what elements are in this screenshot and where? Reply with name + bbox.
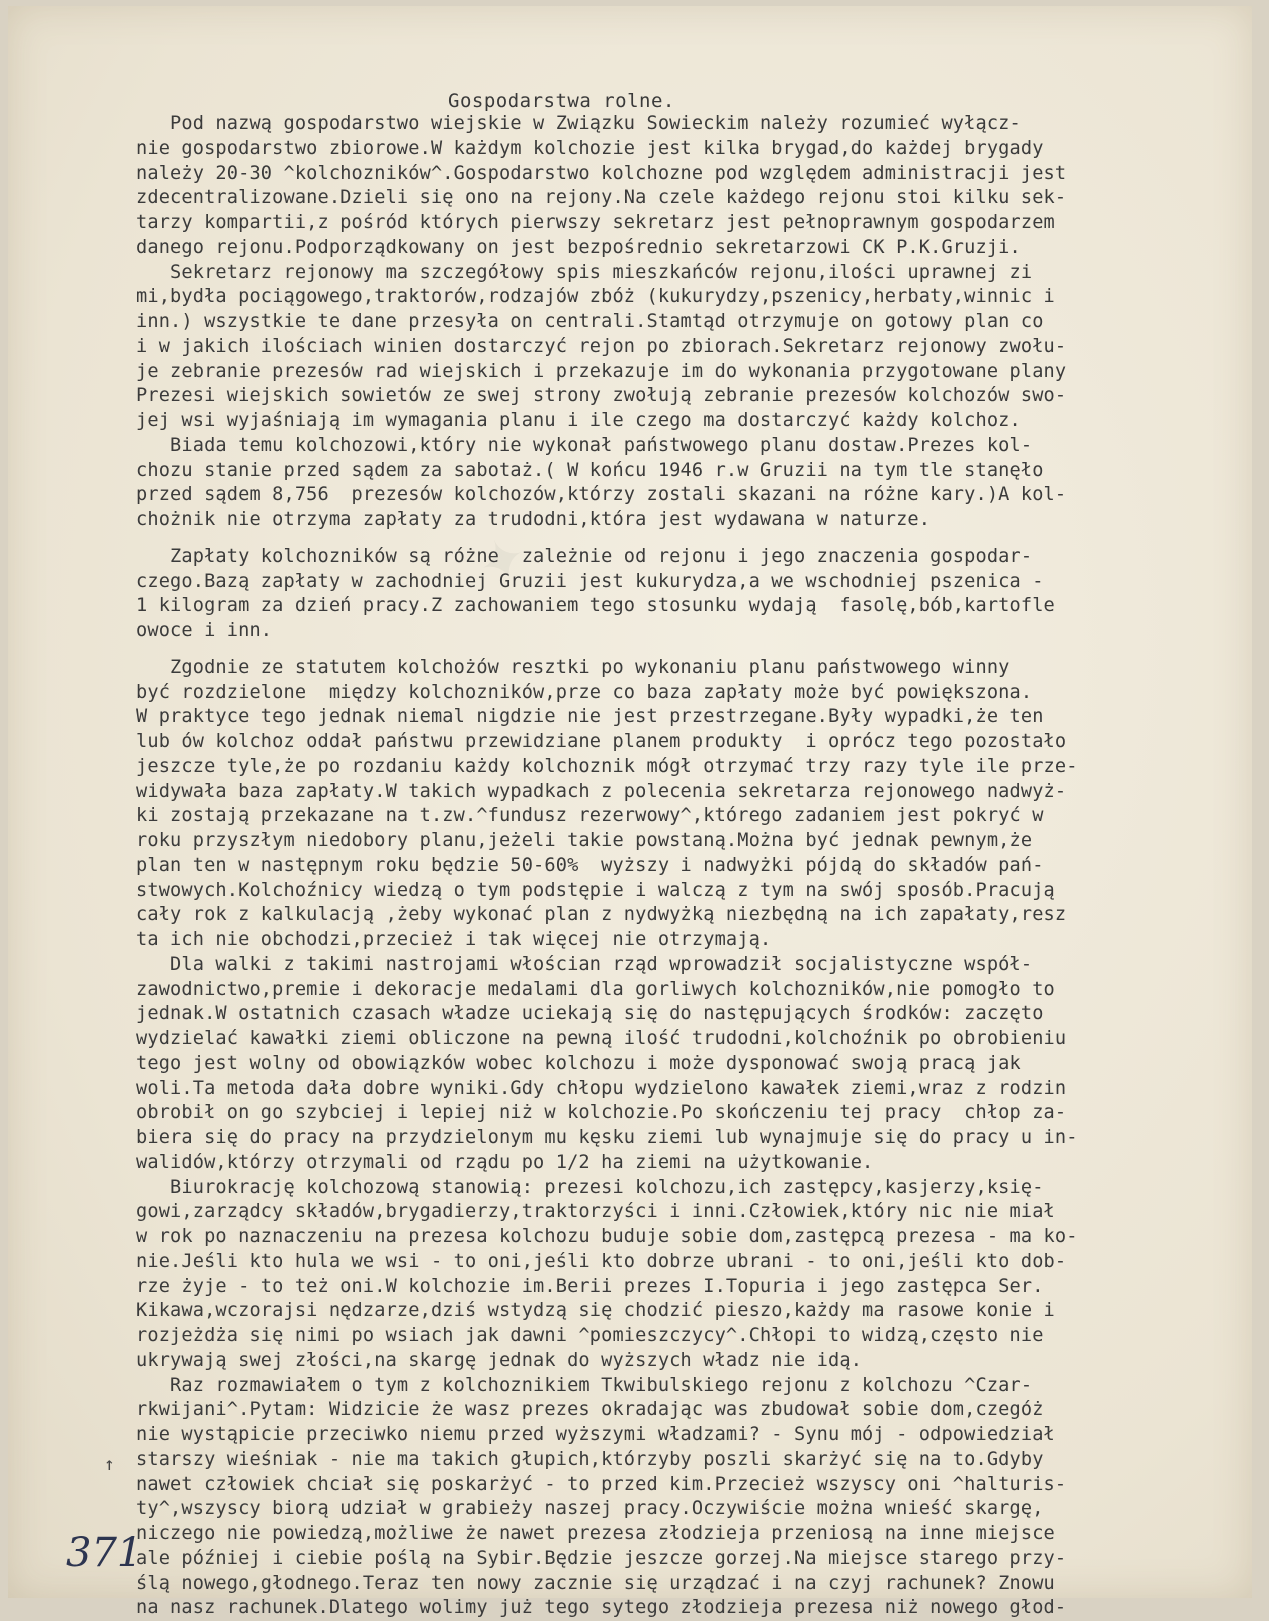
text-line: danego rejonu.Podporządkowany on jest bezpośrednio sekretarzowi CK P.K.Gruzji. xyxy=(136,236,1021,258)
text-line: Biurokrację kolchozową stanowią: prezesi kolchozu,ich zastępcy,kasjerzy,księ- xyxy=(136,1176,1044,1198)
text-line: woli.Ta metoda dała dobre wyniki.Gdy chłopu wydzielono kawałek ziemi,wraz z rodzin xyxy=(136,1077,1067,1099)
text-line: Prezesi wiejskich sowietów ze swej strony zwołują zebranie prezesów kolchozów swo- xyxy=(136,385,1067,407)
text-line: być rozdzielone między kolchozników,prze co baza zapłaty może być powiększona. xyxy=(136,681,1033,703)
text-line: ślą nowego,głodnego.Teraz ten nowy zacznie się urządzać i na czyj rachunek? Znowu xyxy=(136,1572,1055,1594)
text-line: Sekretarz rejonowy ma szczegółowy spis mieszkańców rejonu,ilości uprawnej zi xyxy=(136,261,1033,283)
text-line: czego.Bazą zapłaty w zachodniej Gruzii jest kukurydza,a we wschodniej pszenica - xyxy=(136,570,1044,592)
text-line: nie wystąpicie przeciwko niemu przed wyższymi władzami? - Synu mój - odpowiedział xyxy=(136,1424,1055,1445)
text-line: nawet człowiek chciał się poskarżyć - to przed kim.Przecież wszyscy oni ^halturis- xyxy=(136,1473,1067,1495)
text-line: przed sądem 8,756 prezesów kolchozów,którzy zostali skazani na różne kary.)A kol- xyxy=(136,484,1067,506)
text-line: Biada temu kolchozowi,który nie wykonał państwowego planu dostaw.Prezes kol- xyxy=(136,434,1033,456)
text-line: mi,bydła pociągowego,traktorów,rodzajów zbóż (kukurydzy,pszenicy,herbaty,winnic i xyxy=(136,286,1055,308)
text-line: jednak.W ostatnich czasach władze uciekają się do następujących środków: zaczęto xyxy=(136,1003,1044,1025)
text-line: walidów,którzy otrzymali od rządu po 1/2 ha ziemi na użytkowanie. xyxy=(136,1151,874,1173)
text-line: roku przyszłym niedobory planu,jeżeli takie powstaną.Można być jednak pewnym,że xyxy=(136,830,1033,851)
text-line: Raz rozmawiałem o tym z kolchoznikiem Tkwibulskiego rejonu z kolchozu ^Czar- xyxy=(136,1374,1033,1396)
text-line: cały rok z kalkulacją ,żeby wykonać plan z nydwyżką niezbędną na ich zapałaty,resz xyxy=(136,904,1067,926)
margin-mark: ↑ xyxy=(104,1454,115,1475)
text-line: nie gospodarstwo zbiorowe.W każdym kolchozie jest kilka brygad,do każdej brygady xyxy=(136,137,1044,159)
text-line: inn.) wszystkie te dane przesyła on centrali.Stamtąd otrzymuje on gotowy plan co xyxy=(136,311,1044,332)
text-line: rozjeżdża się nimi po wsiach jak dawni ^pomieszczycy^.Chłopi to widzą,często nie xyxy=(136,1325,1044,1346)
text-line: jej wsi wyjaśniają im wymagania planu i ile czego ma dostarczyć każdy kolchoz. xyxy=(136,410,1021,431)
text-line: jeszcze tyle,że po rozdaniu każdy kolchoznik mógł otrzymać trzy razy tyle ile prze- xyxy=(136,755,1078,777)
text-line: na nasz rachunek.Dlatego wolimy już tego sytego złodzieja prezesa niż nowego głod- xyxy=(136,1597,1067,1619)
text-line: rze żyje - to też oni.W kolchozie im.Berii prezes I.Topuria i jego zastępca Ser. xyxy=(136,1275,1044,1297)
text-line: tarzy kompartii,z pośród których pierwszy sekretarz jest pełnoprawnym gospodarzem xyxy=(136,212,1055,233)
text-line: należy 20-30 ^kolchozników^.Gospodarstwo kolchozne pod względem administracji jest xyxy=(136,162,1067,184)
text-line: starszy wieśniak - nie ma takich głupich,którzyby poszli skarżyć się na to.Gdyby xyxy=(136,1448,1044,1470)
text-line: ta ich nie obchodzi,przecież i tak więcej nie otrzymają. xyxy=(136,929,772,950)
text-line: ukrywają swej złości,na skargę jednak do wyższych władz nie idą. xyxy=(136,1349,863,1371)
text-line: ale później i ciebie poślą na Sybir.Będzie jeszcze gorzej.Na miejsce starego przy- xyxy=(136,1547,1067,1569)
faint-stamp-watermark: ✦ xyxy=(467,518,544,602)
paragraph-gap xyxy=(136,644,1236,656)
text-line: w rok po naznaczeniu na prezesa kolchozu buduje sobie dom,zastępcą prezesa - ma ko- xyxy=(136,1226,1078,1247)
text-line: niczego nie powiedzą,możliwe że nawet prezesa złodzieja przeniosą na inne miejsce xyxy=(136,1523,1055,1544)
text-line: owoce i inn. xyxy=(136,620,273,641)
paragraph xyxy=(136,656,1236,1621)
document-page xyxy=(8,6,1252,1619)
text-line: stwowych.Kolchoźnicy wiedzą o tym podstępie i walczą z tym na swój sposób.Pracują xyxy=(136,879,1055,901)
text-line: Zapłaty kolchozników są różne zależnie od rejonu i jego znaczenia gospodar- xyxy=(136,545,1033,567)
text-line: Pod nazwą gospodarstwo wiejskie w Związku Sowieckim należy rozumieć wyłącz- xyxy=(136,113,1021,134)
text-line: ty^,wszyscy biorą udział w grabieży naszej pracy.Oczywiście można wnieść skargę, xyxy=(136,1498,1044,1520)
document-title: Gospodarstwa rolne. xyxy=(448,90,675,112)
text-line: tego jest wolny od obowiązków wobec kolchozu i może dysponować swoją pracą jak xyxy=(136,1052,1021,1074)
paragraph xyxy=(136,545,1236,644)
text-line: zdecentralizowane.Dzieli się ono na rejony.Na czele każdego rejonu stoi kilku sek- xyxy=(136,187,1067,209)
text-line: gowi,zarządcy składów,brygadierzy,traktorzyści i inni.Człowiek,który nic nie miał xyxy=(136,1201,1055,1223)
text-line: Kikawa,wczorajsi nędzarze,dziś wstydzą się chodzić pieszo,każdy ma rasowe konie i xyxy=(136,1300,1055,1322)
text-line: nie.Jeśli kto hula we wsi - to oni,jeśli kto dobrze ubrani - to oni,jeśli kto dob- xyxy=(136,1250,1067,1272)
text-line: Dla walki z takimi nastrojami włościan rząd wprowadził socjalistyczne współ- xyxy=(136,953,1033,975)
text-line: Zgodnie ze statutem kolchożów resztki po wykonaniu planu państwowego winny xyxy=(136,656,1010,678)
text-line: rkwijani^.Pytam: Widzicie że wasz prezes okradając was zbudował sobie dom,czegóż xyxy=(136,1399,1044,1421)
document-body xyxy=(136,112,1236,1621)
text-line: wydzielać kawałki ziemi obliczone na pewną ilość trudodni,kolchoźnik po obrobieniu xyxy=(136,1028,1067,1049)
text-line: widywała baza zapłaty.W takich wypadkach z polecenia sekretarza rejonowego nadwyż- xyxy=(136,780,1067,802)
text-line: ki zostają przekazane na t.zw.^fundusz rezerwowy^,którego zadaniem jest pokryć w xyxy=(136,805,1044,827)
paragraph xyxy=(136,112,1236,533)
paragraph-gap xyxy=(136,533,1236,545)
text-line: W praktyce tego jednak niemal nigdzie nie jest przestrzegane.Były wypadki,że ten xyxy=(136,706,1044,728)
text-line: zawodnictwo,premie i dekoracje medalami dla gorliwych kolchozników,nie pomogło to xyxy=(136,978,1055,1000)
text-line: biera się do pracy na przydzielonym mu kęsku ziemi lub wynajmuje się do pracy u in- xyxy=(136,1127,1078,1148)
text-line: chożnik nie otrzyma zapłaty za trudodni,która jest wydawana w naturze. xyxy=(136,509,931,530)
handwritten-page-number: 371 xyxy=(66,1530,143,1576)
text-line: lub ów kolchoz oddał państwu przewidziane planem produkty i oprócz tego pozostało xyxy=(136,731,1067,752)
text-line: plan ten w następnym roku będzie 50-60% wyższy i nadwyżki pójdą do składów pań- xyxy=(136,854,1044,876)
text-line: 1 kilogram za dzień pracy.Z zachowaniem tego stosunku wydają fasolę,bób,kartofle xyxy=(136,595,1055,617)
text-line: i w jakich ilościach winien dostarczyć rejon po zbiorach.Sekretarz rejonowy zwołu- xyxy=(136,335,1067,357)
text-line: je zebranie prezesów rad wiejskich i przekazuje im do wykonania przygotowane plany xyxy=(136,360,1067,382)
text-line: obrobił on go szybciej i lepiej niż w kolchozie.Po skończeniu tej pracy chłop za- xyxy=(136,1102,1067,1124)
text-line: chozu stanie przed sądem za sabotaż.( W końcu 1946 r.w Gruzii na tym tle stanęło xyxy=(136,459,1044,481)
